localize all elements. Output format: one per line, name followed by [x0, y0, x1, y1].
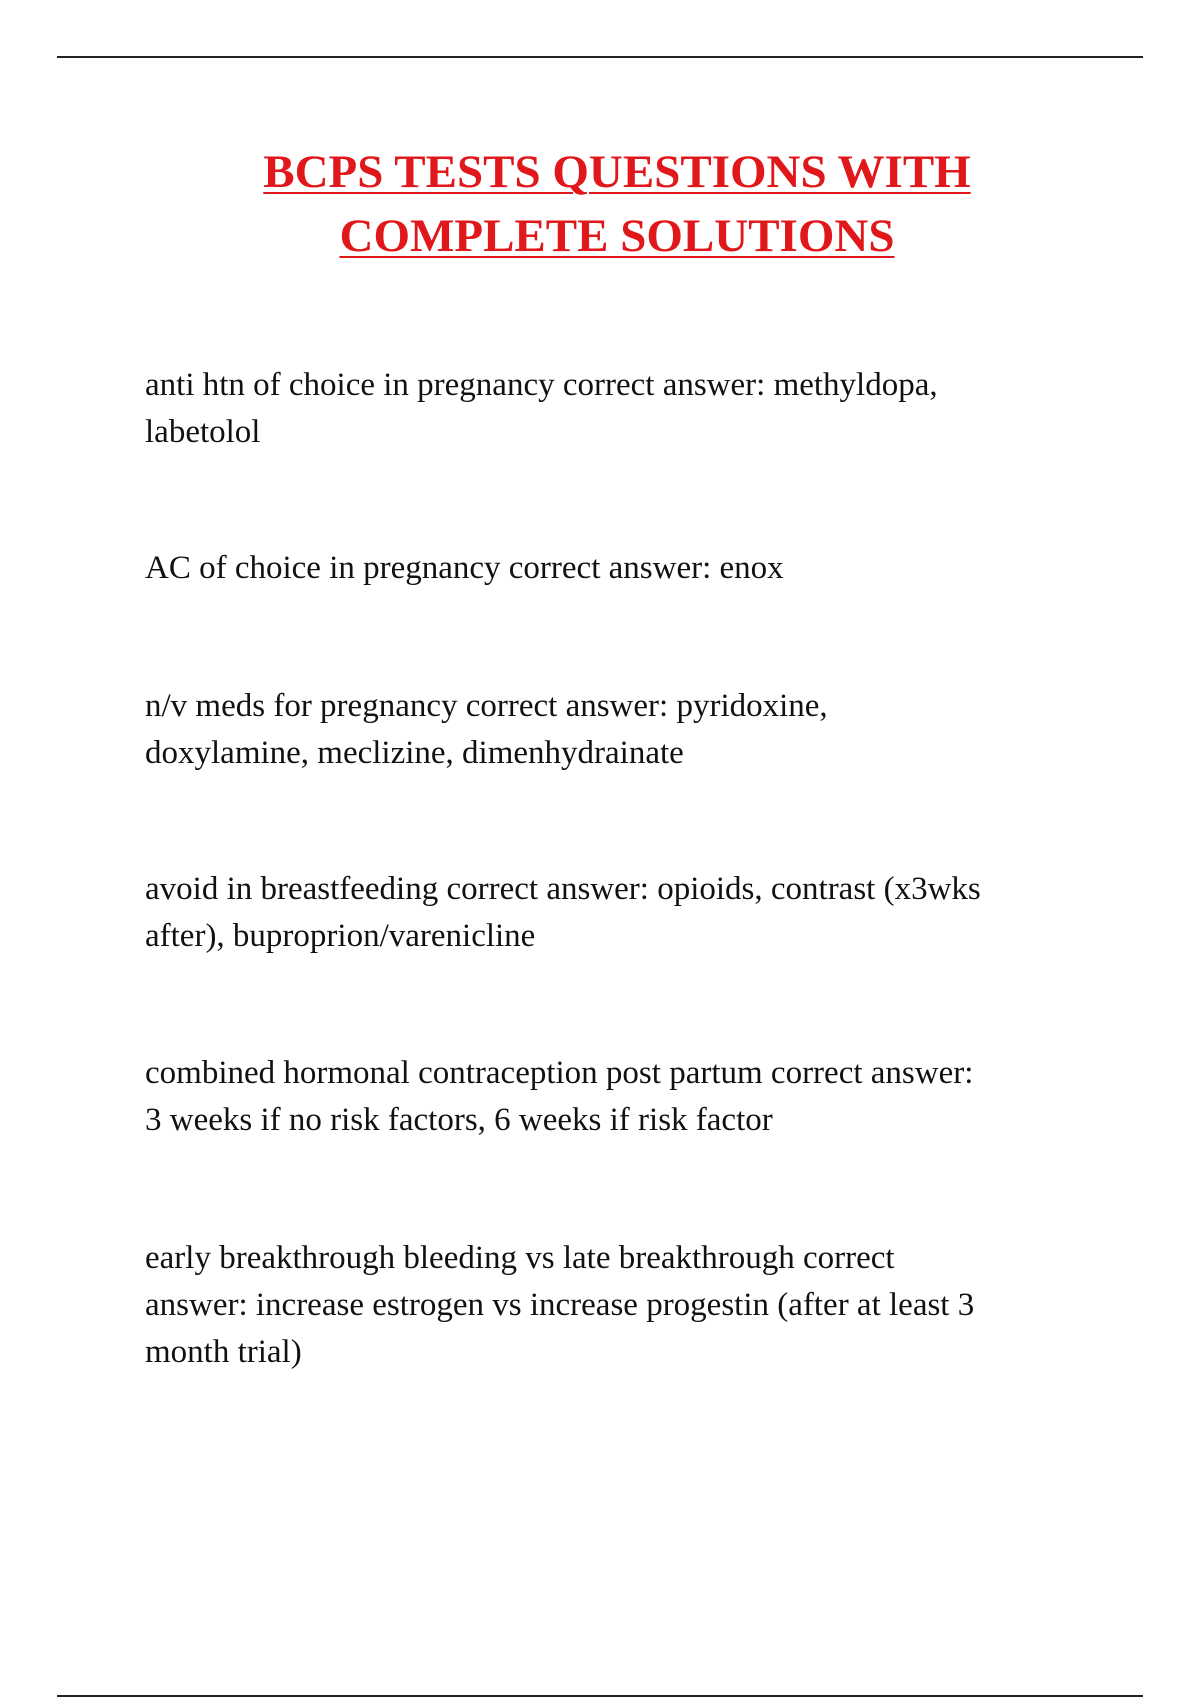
qa-item-1-line-2: labetolol: [145, 414, 261, 450]
qa-item-1-line-1: anti htn of choice in pregnancy correct answer: methyldopa,: [145, 367, 938, 403]
qa-item-2-line-1: AC of choice in pregnancy correct answer: enox: [145, 550, 784, 586]
qa-item-4-line-2: after), buproprion/varenicline: [145, 918, 536, 954]
qa-item-5-line-2: 3 weeks if no risk factors, 6 weeks if risk factor: [145, 1102, 773, 1138]
qa-item-6-line-2: answer: increase estrogen vs increase progestin (after at least 3: [145, 1287, 975, 1323]
qa-item-2: [145, 545, 1085, 592]
document-title: [0, 140, 1200, 268]
qa-item-6-line-3: month trial): [145, 1334, 302, 1370]
qa-item-4-line-1: avoid in breastfeeding correct answer: opioids, contrast (x3wks: [145, 871, 981, 907]
qa-item-6: [145, 1235, 1085, 1376]
qa-item-3-line-2: doxylamine, meclizine, dimenhydrainate: [145, 735, 684, 771]
title-line-1: BCPS TESTS QUESTIONS WITH: [263, 146, 971, 198]
top-rule: [57, 56, 1143, 58]
qa-item-5: [145, 1050, 1085, 1144]
qa-item-6-line-1: early breakthrough bleeding vs late breakthrough correct: [145, 1240, 895, 1276]
qa-item-4: [145, 866, 1085, 960]
qa-item-5-line-1: combined hormonal contraception post partum correct answer:: [145, 1055, 974, 1091]
qa-item-3: [145, 683, 1085, 777]
qa-item-3-line-1: n/v meds for pregnancy correct answer: pyridoxine,: [145, 688, 828, 724]
bottom-rule: [57, 1695, 1143, 1697]
title-line-2: COMPLETE SOLUTIONS: [339, 210, 895, 262]
qa-item-1: [145, 362, 1085, 456]
